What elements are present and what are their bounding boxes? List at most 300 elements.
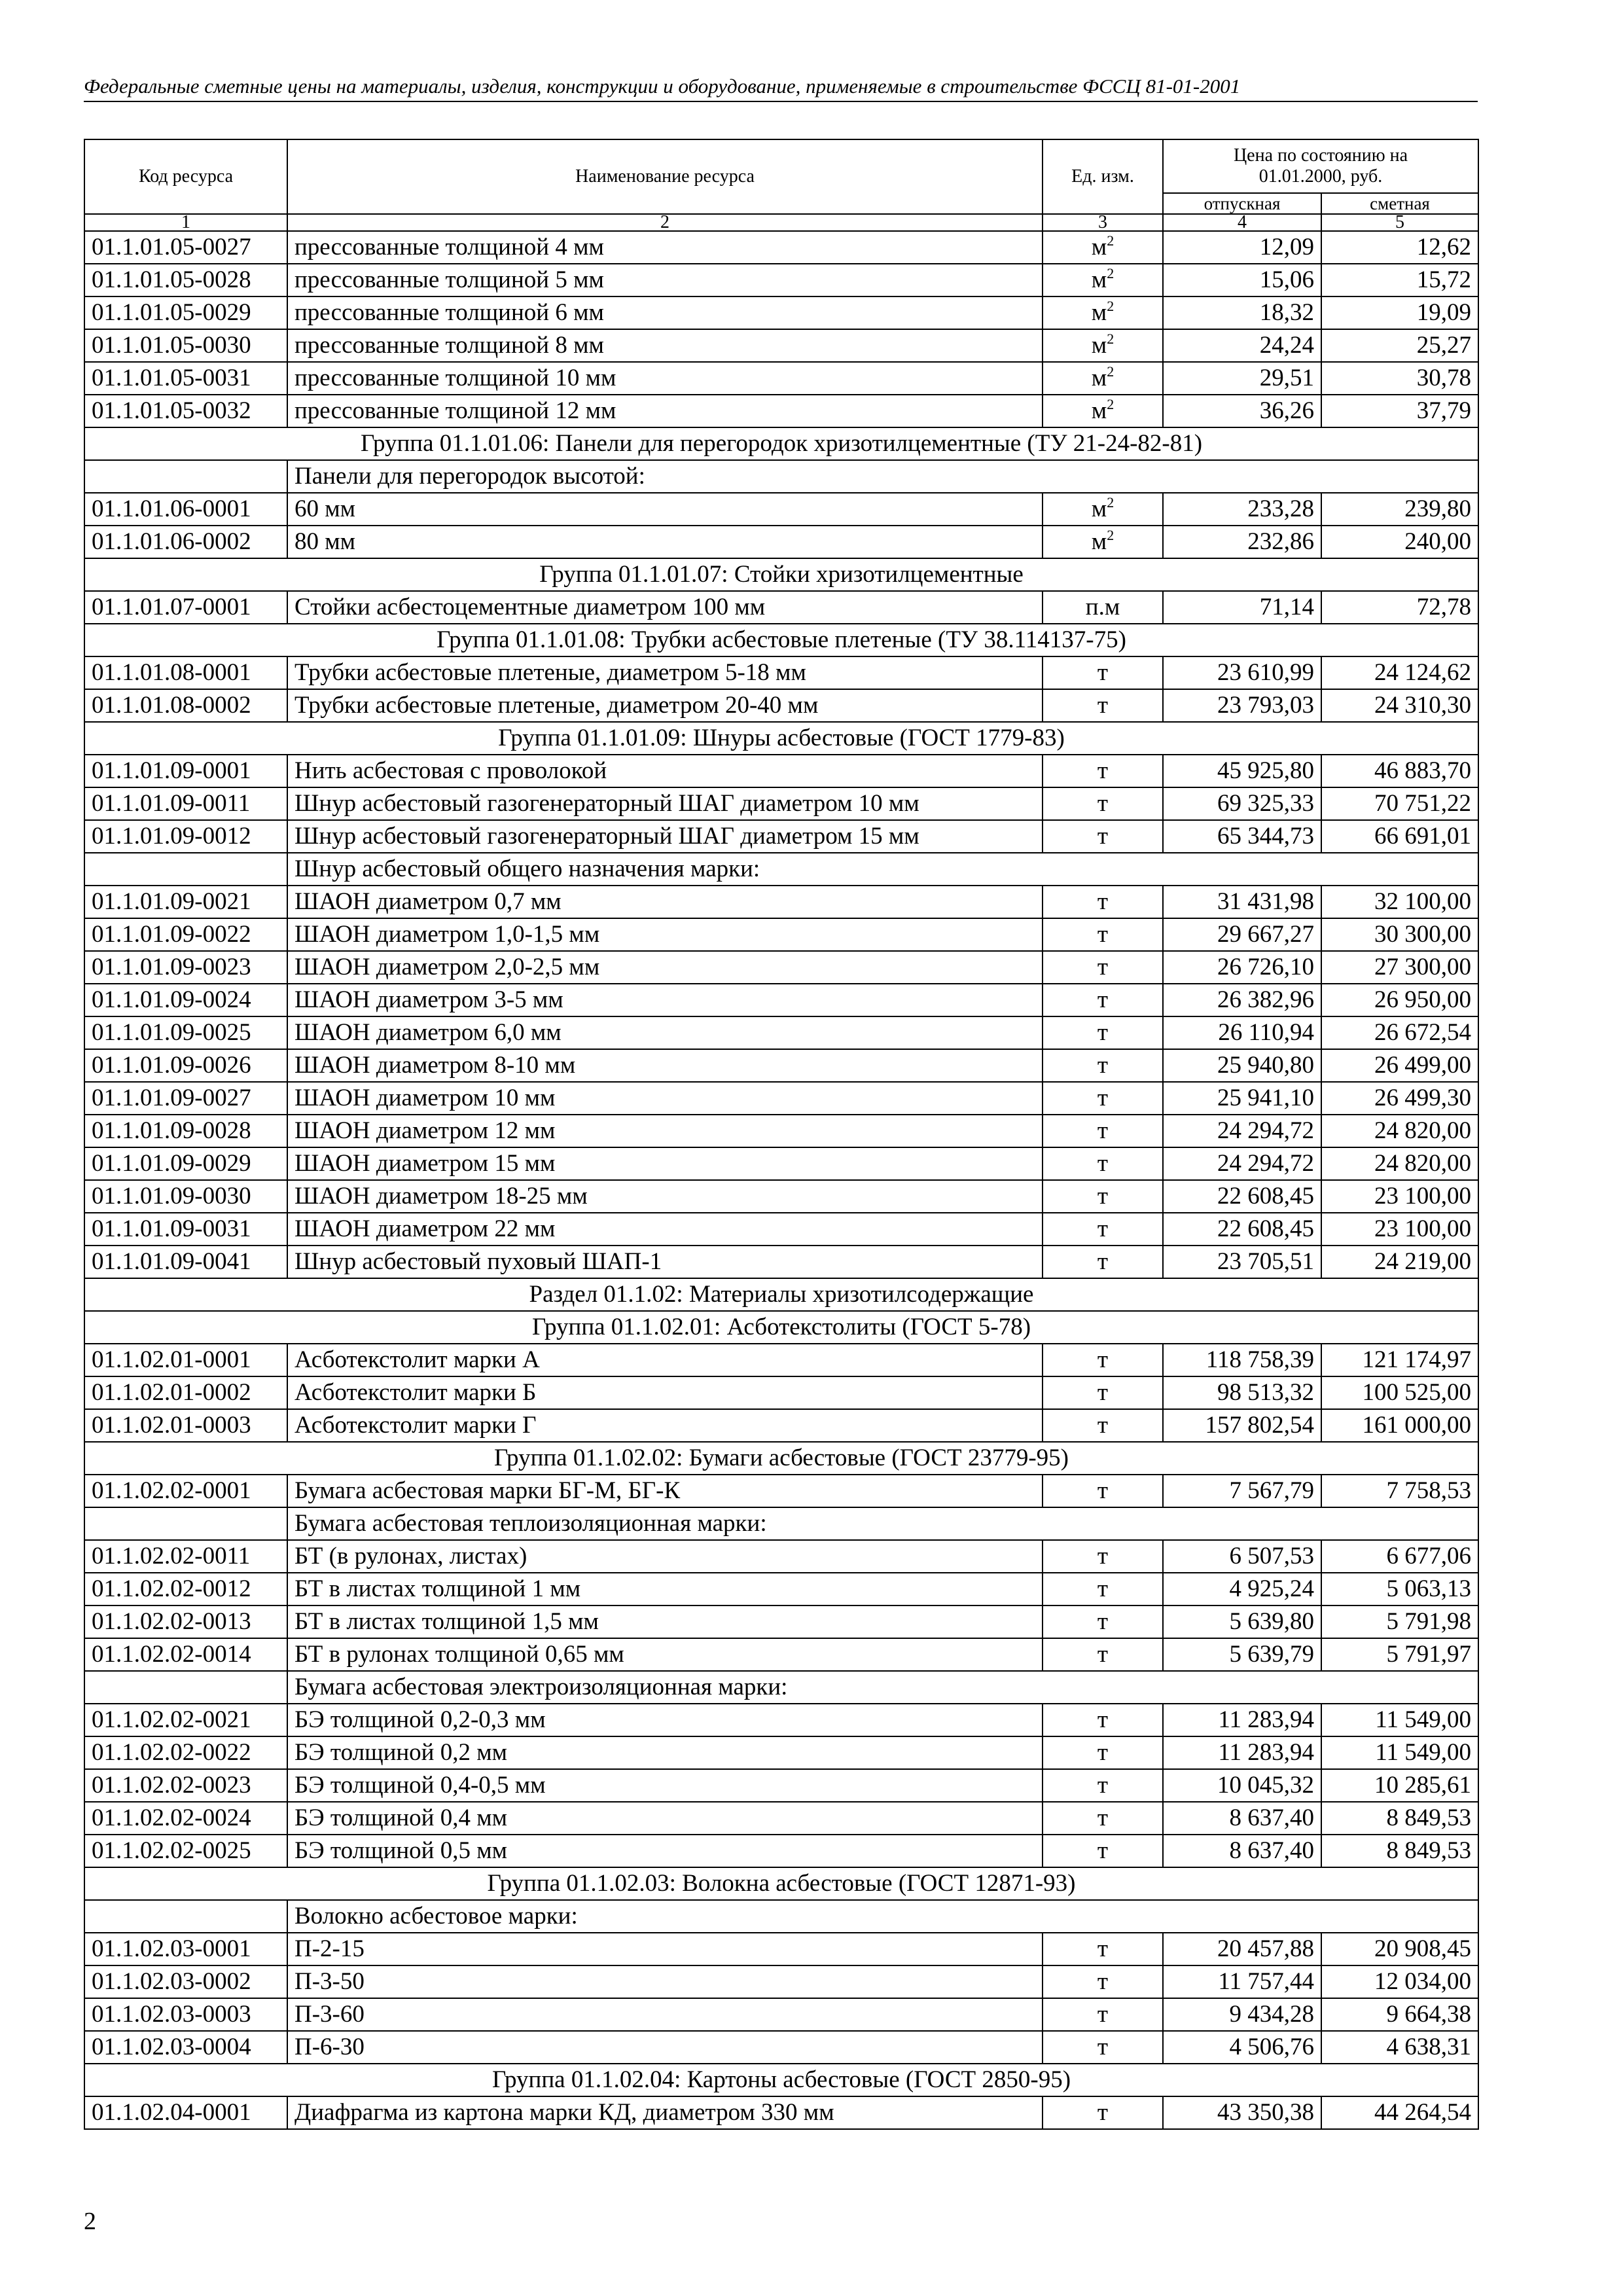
estimate-price: 30,78 <box>1321 362 1478 395</box>
resource-code: 01.1.01.05-0031 <box>84 362 287 395</box>
estimate-price: 66 691,01 <box>1321 820 1478 853</box>
release-price: 157 802,54 <box>1163 1409 1321 1442</box>
resource-name: 80 мм <box>287 526 1043 558</box>
release-price: 11 283,94 <box>1163 1704 1321 1736</box>
resource-code: 01.1.01.09-0027 <box>84 1082 287 1115</box>
resource-code: 01.1.01.09-0025 <box>84 1016 287 1049</box>
unit: м <box>1091 234 1107 260</box>
resource-name: Шнур асбестовый газогенераторный ШАГ диаметром 15 мм <box>287 820 1043 853</box>
estimate-price: 26 950,00 <box>1321 984 1478 1016</box>
unit-cell <box>1043 296 1163 329</box>
table-row <box>84 1965 1478 1998</box>
price-table <box>84 139 1479 2130</box>
release-price: 29 667,27 <box>1163 918 1321 951</box>
release-price: 11 757,44 <box>1163 1965 1321 1998</box>
resource-name: БТ в рулонах толщиной 0,65 мм <box>287 1638 1043 1671</box>
unit-exponent: 2 <box>1107 298 1115 314</box>
estimate-price: 121 174,97 <box>1321 1344 1478 1376</box>
unit: т <box>1097 692 1109 719</box>
table-row <box>84 1115 1478 1147</box>
release-price: 26 110,94 <box>1163 1016 1321 1049</box>
unit-cell <box>1043 1376 1163 1409</box>
unit: т <box>1097 1412 1109 1439</box>
group-heading-row <box>84 1867 1478 1900</box>
group-title: Раздел 01.1.02: Материалы хризотилсодержащие <box>84 1278 1478 1311</box>
release-price: 6 507,53 <box>1163 1540 1321 1573</box>
unit: м <box>1091 332 1107 359</box>
table-row <box>84 1246 1478 1278</box>
resource-name: прессованные толщиной 8 мм <box>287 329 1043 362</box>
unit-cell <box>1043 1802 1163 1835</box>
unit: м <box>1091 495 1107 522</box>
unit-cell <box>1043 1344 1163 1376</box>
group-heading-row <box>84 1442 1478 1475</box>
code-cell <box>84 853 287 886</box>
release-price: 26 726,10 <box>1163 951 1321 984</box>
unit-cell <box>1043 1573 1163 1605</box>
unit-exponent: 2 <box>1107 396 1115 412</box>
resource-code: 01.1.01.09-0030 <box>84 1180 287 1213</box>
table-row <box>84 1638 1478 1671</box>
resource-name: БЭ толщиной 0,5 мм <box>287 1835 1043 1867</box>
unit: т <box>1097 888 1109 915</box>
table-row <box>84 1540 1478 1573</box>
resource-code: 01.1.01.09-0028 <box>84 1115 287 1147</box>
resource-name: Трубки асбестовые плетеные, диаметром 20-40 мм <box>287 689 1043 722</box>
resource-name: БТ (в рулонах, листах) <box>287 1540 1043 1573</box>
unit-cell <box>1043 1835 1163 1867</box>
subheading-row <box>84 460 1478 493</box>
group-title: Группа 01.1.01.07: Стойки хризотилцементные <box>84 558 1478 591</box>
unit: т <box>1097 1379 1109 1406</box>
subheading-text: Волокно асбестовое марки: <box>287 1900 1478 1933</box>
estimate-price: 11 549,00 <box>1321 1736 1478 1769</box>
estimate-price: 23 100,00 <box>1321 1213 1478 1246</box>
resource-code: 01.1.02.03-0002 <box>84 1965 287 1998</box>
table-row <box>84 1409 1478 1442</box>
unit-cell <box>1043 951 1163 984</box>
unit-cell <box>1043 329 1163 362</box>
release-price: 5 639,79 <box>1163 1638 1321 1671</box>
unit-cell <box>1043 2096 1163 2129</box>
estimate-price: 5 791,98 <box>1321 1605 1478 1638</box>
estimate-price: 5 791,97 <box>1321 1638 1478 1671</box>
resource-name: ШАОН диаметром 22 мм <box>287 1213 1043 1246</box>
resource-code: 01.1.02.02-0021 <box>84 1704 287 1736</box>
group-heading-row <box>84 624 1478 656</box>
release-price: 232,86 <box>1163 526 1321 558</box>
subheading-row <box>84 1900 1478 1933</box>
resource-code: 01.1.01.09-0001 <box>84 755 287 787</box>
unit-cell <box>1043 656 1163 689</box>
unit: т <box>1097 1183 1109 1210</box>
unit-cell <box>1043 2031 1163 2064</box>
code-cell <box>84 1671 287 1704</box>
estimate-price: 25,27 <box>1321 329 1478 362</box>
header-name: Наименование ресурса <box>287 139 1043 214</box>
col-number: 5 <box>1321 214 1478 231</box>
unit-cell <box>1043 1409 1163 1442</box>
table-row <box>84 886 1478 918</box>
resource-code: 01.1.01.09-0029 <box>84 1147 287 1180</box>
unit-cell <box>1043 1769 1163 1802</box>
release-price: 25 941,10 <box>1163 1082 1321 1115</box>
resource-code: 01.1.01.05-0030 <box>84 329 287 362</box>
unit: т <box>1097 2001 1109 2028</box>
resource-name: ШАОН диаметром 18-25 мм <box>287 1180 1043 1213</box>
resource-name: Стойки асбестоцементные диаметром 100 мм <box>287 591 1043 624</box>
release-price: 26 382,96 <box>1163 984 1321 1016</box>
release-price: 10 045,32 <box>1163 1769 1321 1802</box>
release-price: 5 639,80 <box>1163 1605 1321 1638</box>
unit-cell <box>1043 755 1163 787</box>
release-price: 98 513,32 <box>1163 1376 1321 1409</box>
table-row <box>84 820 1478 853</box>
unit: т <box>1097 1739 1109 1766</box>
unit-cell <box>1043 1016 1163 1049</box>
unit-cell <box>1043 1082 1163 1115</box>
release-price: 23 610,99 <box>1163 656 1321 689</box>
resource-code: 01.1.01.09-0023 <box>84 951 287 984</box>
page-number: 2 <box>84 2208 96 2235</box>
release-price: 9 434,28 <box>1163 1998 1321 2031</box>
subheading-text: Бумага асбестовая теплоизоляционная марки: <box>287 1507 1478 1540</box>
unit: т <box>1097 1019 1109 1046</box>
resource-code: 01.1.02.03-0001 <box>84 1933 287 1965</box>
estimate-price: 24 124,62 <box>1321 656 1478 689</box>
table-row <box>84 1344 1478 1376</box>
resource-code: 01.1.01.09-0012 <box>84 820 287 853</box>
estimate-price: 8 849,53 <box>1321 1835 1478 1867</box>
unit-exponent: 2 <box>1107 363 1115 380</box>
resource-code: 01.1.01.09-0024 <box>84 984 287 1016</box>
table-row <box>84 1180 1478 1213</box>
resource-code: 01.1.02.02-0024 <box>84 1802 287 1835</box>
table-header <box>84 139 1478 231</box>
resource-name: Асботекстолит марки Г <box>287 1409 1043 1442</box>
resource-name: П-3-50 <box>287 1965 1043 1998</box>
unit-cell <box>1043 1704 1163 1736</box>
estimate-price: 23 100,00 <box>1321 1180 1478 1213</box>
estimate-price: 11 549,00 <box>1321 1704 1478 1736</box>
unit-cell <box>1043 231 1163 264</box>
unit: п.м <box>1085 594 1120 620</box>
table-row <box>84 591 1478 624</box>
unit: м <box>1091 365 1107 391</box>
table-row <box>84 231 1478 264</box>
unit: т <box>1097 986 1109 1013</box>
unit: т <box>1097 1641 1109 1668</box>
resource-code: 01.1.02.02-0014 <box>84 1638 287 1671</box>
estimate-price: 19,09 <box>1321 296 1478 329</box>
unit: т <box>1097 790 1109 817</box>
release-price: 24 294,72 <box>1163 1147 1321 1180</box>
resource-name: БТ в листах толщиной 1,5 мм <box>287 1605 1043 1638</box>
unit-cell <box>1043 591 1163 624</box>
header-unit: Ед. изм. <box>1043 139 1163 214</box>
col-number: 1 <box>84 214 287 231</box>
unit: т <box>1097 1608 1109 1635</box>
release-price: 43 350,38 <box>1163 2096 1321 2129</box>
group-heading-row <box>84 1311 1478 1344</box>
resource-code: 01.1.02.01-0001 <box>84 1344 287 1376</box>
unit: т <box>1097 2099 1109 2126</box>
release-price: 25 940,80 <box>1163 1049 1321 1082</box>
release-price: 118 758,39 <box>1163 1344 1321 1376</box>
table-row <box>84 1213 1478 1246</box>
unit-cell <box>1043 1147 1163 1180</box>
resource-code: 01.1.01.05-0028 <box>84 264 287 296</box>
header-price: Цена по состоянию на 01.01.2000, руб. <box>1163 139 1478 193</box>
group-heading-row <box>84 427 1478 460</box>
table-row <box>84 1605 1478 1638</box>
unit: м <box>1091 397 1107 424</box>
unit: м <box>1091 299 1107 326</box>
resource-code: 01.1.02.01-0002 <box>84 1376 287 1409</box>
release-price: 24,24 <box>1163 329 1321 362</box>
unit-cell <box>1043 1180 1163 1213</box>
unit-cell <box>1043 984 1163 1016</box>
resource-name: ШАОН диаметром 10 мм <box>287 1082 1043 1115</box>
resource-name: Нить асбестовая с проволокой <box>287 755 1043 787</box>
unit-cell <box>1043 493 1163 526</box>
group-title: Группа 01.1.02.02: Бумаги асбестовые (ГОСТ 23779-95) <box>84 1442 1478 1475</box>
group-title: Группа 01.1.01.06: Панели для перегородок хризотилцементные (ТУ 21-24-82-81) <box>84 427 1478 460</box>
estimate-price: 100 525,00 <box>1321 1376 1478 1409</box>
unit-cell <box>1043 1933 1163 1965</box>
code-cell <box>84 1507 287 1540</box>
resource-name: 60 мм <box>287 493 1043 526</box>
col-number: 4 <box>1163 214 1321 231</box>
table-row <box>84 1736 1478 1769</box>
estimate-price: 24 219,00 <box>1321 1246 1478 1278</box>
release-price: 36,26 <box>1163 395 1321 427</box>
table-row <box>84 526 1478 558</box>
resource-name: прессованные толщиной 4 мм <box>287 231 1043 264</box>
code-cell <box>84 1900 287 1933</box>
estimate-price: 44 264,54 <box>1321 2096 1478 2129</box>
unit-cell <box>1043 1736 1163 1769</box>
release-price: 233,28 <box>1163 493 1321 526</box>
table-row <box>84 918 1478 951</box>
table-row <box>84 2031 1478 2064</box>
unit-cell <box>1043 1246 1163 1278</box>
resource-code: 01.1.02.02-0001 <box>84 1475 287 1507</box>
table-body <box>84 231 1478 2129</box>
unit-cell <box>1043 1638 1163 1671</box>
release-price: 12,09 <box>1163 231 1321 264</box>
table-row <box>84 296 1478 329</box>
unit-cell <box>1043 886 1163 918</box>
unit: т <box>1097 2034 1109 2060</box>
resource-name: БЭ толщиной 0,2 мм <box>287 1736 1043 1769</box>
table-row <box>84 2096 1478 2129</box>
resource-code: 01.1.01.05-0027 <box>84 231 287 264</box>
unit: т <box>1097 921 1109 948</box>
unit-cell <box>1043 689 1163 722</box>
resource-name: ШАОН диаметром 2,0-2,5 мм <box>287 951 1043 984</box>
resource-code: 01.1.01.09-0011 <box>84 787 287 820</box>
resource-code: 01.1.01.08-0002 <box>84 689 287 722</box>
resource-code: 01.1.02.02-0012 <box>84 1573 287 1605</box>
estimate-price: 12,62 <box>1321 231 1478 264</box>
subheading-row <box>84 1507 1478 1540</box>
unit: т <box>1097 1543 1109 1570</box>
release-price: 24 294,72 <box>1163 1115 1321 1147</box>
estimate-price: 27 300,00 <box>1321 951 1478 984</box>
resource-code: 01.1.02.02-0011 <box>84 1540 287 1573</box>
resource-name: ШАОН диаметром 12 мм <box>287 1115 1043 1147</box>
resource-name: БТ в листах толщиной 1 мм <box>287 1573 1043 1605</box>
unit: т <box>1097 1804 1109 1831</box>
estimate-price: 46 883,70 <box>1321 755 1478 787</box>
table-row <box>84 755 1478 787</box>
resource-name: Шнур асбестовый газогенераторный ШАГ диаметром 10 мм <box>287 787 1043 820</box>
resource-code: 01.1.02.02-0022 <box>84 1736 287 1769</box>
table-row <box>84 656 1478 689</box>
estimate-price: 24 820,00 <box>1321 1147 1478 1180</box>
unit: т <box>1097 1837 1109 1864</box>
resource-name: ШАОН диаметром 3-5 мм <box>287 984 1043 1016</box>
estimate-price: 37,79 <box>1321 395 1478 427</box>
unit-cell <box>1043 526 1163 558</box>
resource-code: 01.1.02.03-0004 <box>84 2031 287 2064</box>
resource-code: 01.1.02.01-0003 <box>84 1409 287 1442</box>
release-price: 69 325,33 <box>1163 787 1321 820</box>
table-row <box>84 1802 1478 1835</box>
resource-code: 01.1.01.05-0029 <box>84 296 287 329</box>
subheading-text: Бумага асбестовая электроизоляционная марки: <box>287 1671 1478 1704</box>
release-price: 22 608,45 <box>1163 1213 1321 1246</box>
release-price: 4 925,24 <box>1163 1573 1321 1605</box>
unit-cell <box>1043 362 1163 395</box>
unit-exponent: 2 <box>1107 232 1115 249</box>
release-price: 23 705,51 <box>1163 1246 1321 1278</box>
table-row <box>84 689 1478 722</box>
table-row <box>84 1475 1478 1507</box>
resource-code: 01.1.01.06-0002 <box>84 526 287 558</box>
estimate-price: 8 849,53 <box>1321 1802 1478 1835</box>
resource-name: БЭ толщиной 0,4-0,5 мм <box>287 1769 1043 1802</box>
release-price: 18,32 <box>1163 296 1321 329</box>
resource-name: прессованные толщиной 5 мм <box>287 264 1043 296</box>
resource-code: 01.1.01.09-0022 <box>84 918 287 951</box>
table-row <box>84 951 1478 984</box>
resource-name: прессованные толщиной 12 мм <box>287 395 1043 427</box>
unit: т <box>1097 1085 1109 1111</box>
unit: т <box>1097 1772 1109 1799</box>
release-price: 71,14 <box>1163 591 1321 624</box>
group-heading-row <box>84 1278 1478 1311</box>
unit-cell <box>1043 1049 1163 1082</box>
group-heading-row <box>84 2064 1478 2096</box>
table-row <box>84 1933 1478 1965</box>
unit: т <box>1097 1706 1109 1733</box>
estimate-price: 26 672,54 <box>1321 1016 1478 1049</box>
estimate-price: 12 034,00 <box>1321 1965 1478 1998</box>
table-row <box>84 1376 1478 1409</box>
unit-exponent: 2 <box>1107 331 1115 347</box>
resource-name: П-3-60 <box>287 1998 1043 2031</box>
unit: т <box>1097 757 1109 784</box>
unit: т <box>1097 1935 1109 1962</box>
unit-cell <box>1043 264 1163 296</box>
estimate-price: 26 499,30 <box>1321 1082 1478 1115</box>
estimate-price: 70 751,22 <box>1321 787 1478 820</box>
unit: т <box>1097 1215 1109 1242</box>
resource-code: 01.1.01.09-0031 <box>84 1213 287 1246</box>
table-row <box>84 1704 1478 1736</box>
table-row <box>84 1769 1478 1802</box>
resource-name: ШАОН диаметром 6,0 мм <box>287 1016 1043 1049</box>
col-number: 3 <box>1043 214 1163 231</box>
unit: т <box>1097 1346 1109 1373</box>
header-code: Код ресурса <box>84 139 287 214</box>
unit: т <box>1097 659 1109 686</box>
header-release-price: отпускная <box>1163 193 1321 214</box>
subheading-text: Шнур асбестовый общего назначения марки: <box>287 853 1478 886</box>
unit: т <box>1097 1968 1109 1995</box>
unit: т <box>1097 1575 1109 1602</box>
resource-code: 01.1.02.02-0013 <box>84 1605 287 1638</box>
group-title: Группа 01.1.02.04: Картоны асбестовые (ГОСТ 2850-95) <box>84 2064 1478 2096</box>
table-row <box>84 1147 1478 1180</box>
release-price: 8 637,40 <box>1163 1835 1321 1867</box>
table-row <box>84 1835 1478 1867</box>
group-heading-row <box>84 722 1478 755</box>
col-number: 2 <box>287 214 1043 231</box>
unit-exponent: 2 <box>1107 527 1115 543</box>
release-price: 20 457,88 <box>1163 1933 1321 1965</box>
header-estimate-price: сметная <box>1321 193 1478 214</box>
subheading-text: Панели для перегородок высотой: <box>287 460 1478 493</box>
unit-cell <box>1043 1605 1163 1638</box>
resource-code: 01.1.02.02-0025 <box>84 1835 287 1867</box>
release-price: 31 431,98 <box>1163 886 1321 918</box>
unit-cell <box>1043 1540 1163 1573</box>
resource-code: 01.1.01.09-0021 <box>84 886 287 918</box>
unit-cell <box>1043 918 1163 951</box>
release-price: 15,06 <box>1163 264 1321 296</box>
estimate-price: 72,78 <box>1321 591 1478 624</box>
resource-name: Асботекстолит марки А <box>287 1344 1043 1376</box>
resource-code: 01.1.02.02-0023 <box>84 1769 287 1802</box>
unit-cell <box>1043 395 1163 427</box>
resource-code: 01.1.02.03-0003 <box>84 1998 287 2031</box>
release-price: 29,51 <box>1163 362 1321 395</box>
table-row <box>84 264 1478 296</box>
unit-exponent: 2 <box>1107 494 1115 511</box>
table-row <box>84 1998 1478 2031</box>
resource-name: Трубки асбестовые плетеные, диаметром 5-18 мм <box>287 656 1043 689</box>
unit: т <box>1097 1477 1109 1504</box>
resource-name: БЭ толщиной 0,2-0,3 мм <box>287 1704 1043 1736</box>
estimate-price: 4 638,31 <box>1321 2031 1478 2064</box>
estimate-price: 6 677,06 <box>1321 1540 1478 1573</box>
unit: м <box>1091 528 1107 555</box>
estimate-price: 24 820,00 <box>1321 1115 1478 1147</box>
resource-code: 01.1.01.09-0026 <box>84 1049 287 1082</box>
resource-name: БЭ толщиной 0,4 мм <box>287 1802 1043 1835</box>
resource-name: ШАОН диаметром 15 мм <box>287 1147 1043 1180</box>
resource-code: 01.1.02.04-0001 <box>84 2096 287 2129</box>
code-cell <box>84 460 287 493</box>
unit-cell <box>1043 1965 1163 1998</box>
unit-cell <box>1043 1998 1163 2031</box>
resource-name: Диафрагма из картона марки КД, диаметром 330 мм <box>287 2096 1043 2129</box>
resource-name: ШАОН диаметром 8-10 мм <box>287 1049 1043 1082</box>
estimate-price: 20 908,45 <box>1321 1933 1478 1965</box>
